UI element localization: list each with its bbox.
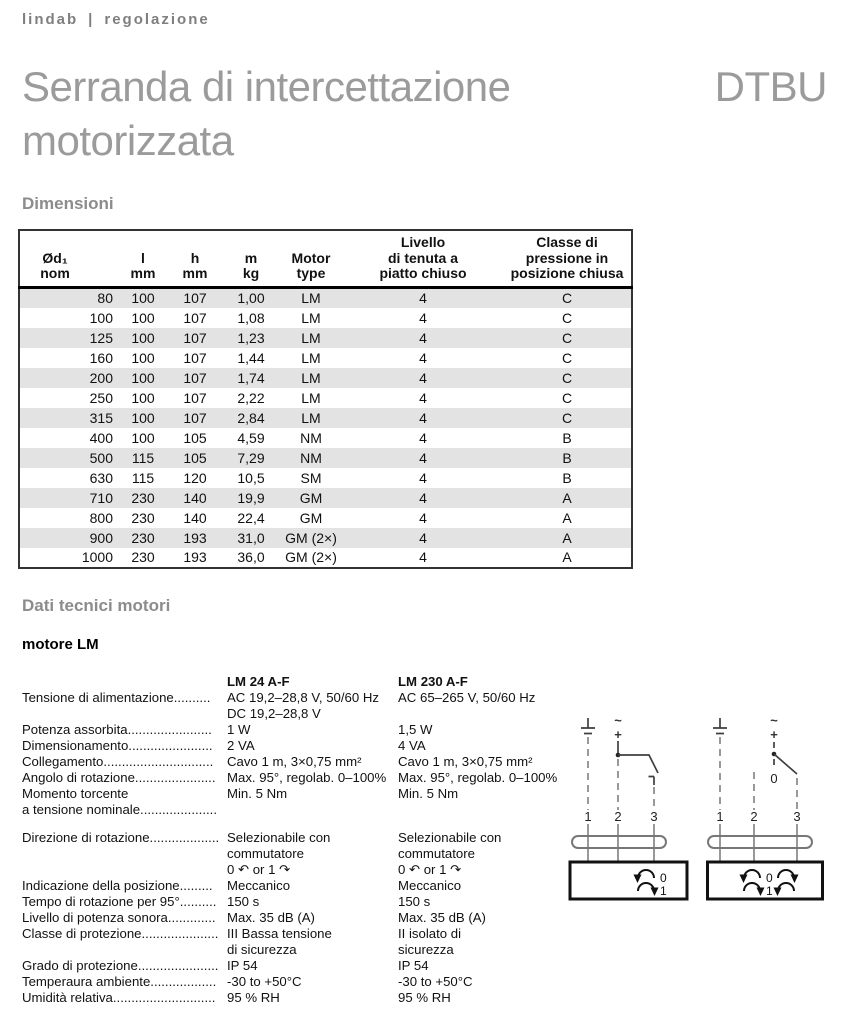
spec-label: Direzione di rotazione................... <box>22 830 220 845</box>
rotation-0-label: 0 <box>660 871 667 885</box>
table-cell: 4 <box>419 409 427 426</box>
switch-blade <box>618 755 658 773</box>
spec-value: Min. 5 Nm <box>227 786 288 801</box>
wiring-diagram-lm24 <box>568 712 690 908</box>
table-cell: 107 <box>183 369 207 386</box>
spec-label: Dimensionamento....................... <box>22 738 213 753</box>
spec-value: Min. 5 Nm <box>398 786 459 801</box>
table-cell: 7,29 <box>237 449 265 466</box>
table-cell: 230 <box>131 509 155 526</box>
ac-symbol: ~ <box>614 713 622 728</box>
table-cell: B <box>562 449 572 466</box>
table-cell: 100 <box>131 349 155 366</box>
terminal-2-label: 2 <box>750 809 758 824</box>
table-cell: 1,00 <box>237 290 265 307</box>
spec-row <box>22 894 570 910</box>
terminal-3-label: 3 <box>793 809 801 824</box>
table-cell: 2,84 <box>237 409 265 426</box>
title-line-1: Serranda di intercettazione <box>22 63 511 110</box>
table-cell: LM <box>301 349 321 366</box>
table-cell: 105 <box>183 449 207 466</box>
dimensions-table-body <box>19 288 632 568</box>
spec-value: AC 65–265 V, 50/60 Hz <box>398 690 536 705</box>
spec-value: 2 VA <box>227 738 255 753</box>
column-header: h mm <box>167 230 223 288</box>
table-cell: C <box>561 389 573 406</box>
table-cell: LM <box>301 369 321 386</box>
spec-value: 150 s <box>227 894 260 909</box>
table-cell: A <box>562 549 572 566</box>
spec-value: Max. 35 dB (A) <box>227 910 315 925</box>
table-row <box>19 308 632 328</box>
table-cell: GM <box>299 489 323 506</box>
table-cell: 400 <box>89 429 113 446</box>
table-cell: 100 <box>131 290 155 307</box>
table-cell: 105 <box>183 429 207 446</box>
spec-label: Potenza assorbita....................... <box>22 722 212 737</box>
spec-row <box>22 958 570 974</box>
wiring-diagrams <box>568 712 824 908</box>
table-cell: 230 <box>131 529 155 546</box>
spec-label: Collegamento.............................. <box>22 754 214 769</box>
spec-value: Cavo 1 m, 3×0,75 mm² <box>398 754 533 769</box>
spec-row <box>22 878 570 894</box>
table-cell: GM (2×) <box>285 549 337 566</box>
table-cell: 4 <box>419 449 427 466</box>
table-cell: B <box>562 469 572 486</box>
table-cell: C <box>561 309 573 326</box>
spec-label: Tensione di alimentazione.......... <box>22 690 211 705</box>
table-cell: 900 <box>89 529 113 546</box>
table-cell: 1000 <box>81 549 113 566</box>
actuator-box <box>708 862 823 899</box>
table-cell: 4 <box>419 469 427 486</box>
spec-label <box>22 674 227 690</box>
table-row <box>19 508 632 528</box>
plus-symbol: + <box>614 727 622 742</box>
table-cell: 31,0 <box>237 529 265 546</box>
table-cell: 4 <box>419 509 427 526</box>
brand-name: lindab <box>22 11 79 28</box>
table-cell: 107 <box>183 309 207 326</box>
table-cell: 4 <box>419 309 427 326</box>
table-row <box>19 428 632 448</box>
spec-value: 1 W <box>227 722 251 737</box>
table-cell: LM <box>301 329 321 346</box>
table-cell: C <box>561 409 573 426</box>
motor-data-heading: Dati tecnici motori <box>22 596 171 615</box>
table-cell: SM <box>300 469 322 486</box>
table-cell: 19,9 <box>237 489 265 506</box>
table-cell: 100 <box>131 369 155 386</box>
dimensions-table <box>18 229 633 569</box>
rotation-0-label: 0 <box>766 871 773 885</box>
spec-value: 95 % RH <box>398 990 451 1005</box>
terminal-1-label: 1 <box>716 809 724 824</box>
table-cell: A <box>562 489 572 506</box>
table-cell: B <box>562 429 572 446</box>
spec-value: AC 19,2–28,8 V, 50/60 Hz DC 19,2–28,8 V <box>227 690 380 721</box>
spec-label: Livello di potenza sonora............. <box>22 910 216 925</box>
title-bar <box>22 60 827 168</box>
product-code: DTBU <box>714 63 827 110</box>
table-cell: 115 <box>131 469 155 486</box>
actuator-box <box>570 862 687 899</box>
table-row <box>19 488 632 508</box>
table-cell: 100 <box>131 409 155 426</box>
spec-label: Temperaura ambiente.................. <box>22 974 217 989</box>
table-cell: 100 <box>131 329 155 346</box>
column-header: Livello di tenuta a piatto chiuso <box>343 230 503 288</box>
table-cell: GM (2×) <box>285 529 337 546</box>
spec-value: Cavo 1 m, 3×0,75 mm² <box>227 754 362 769</box>
table-cell: 4 <box>419 369 427 386</box>
spec-value: Max. 95°, regolab. 0–100% <box>227 770 387 785</box>
table-cell: 1,08 <box>237 309 265 326</box>
table-cell: 4 <box>419 329 427 346</box>
motor-lm-subheading: motore LM <box>22 636 99 653</box>
table-row <box>19 368 632 388</box>
table-cell: 193 <box>183 529 207 546</box>
column-header: l mm <box>119 230 167 288</box>
spec-label: Indicazione della posizione......... <box>22 878 213 893</box>
table-cell: C <box>561 329 573 346</box>
ground-icon <box>713 718 727 734</box>
table-cell: 500 <box>89 449 113 466</box>
table-cell: 630 <box>89 469 113 486</box>
spec-value: 4 VA <box>398 738 426 753</box>
table-cell: 230 <box>131 489 155 506</box>
table-row <box>19 288 632 308</box>
spec-row <box>22 738 570 754</box>
spec-value: Max. 35 dB (A) <box>398 910 486 925</box>
spec-label: Momento torcente a tensione nominale..................... <box>22 786 217 817</box>
title-line-2: motorizzata <box>22 117 234 164</box>
table-cell: 4 <box>419 529 427 546</box>
spec-value: 1,5 W <box>398 722 433 737</box>
dimensions-heading: Dimensioni <box>22 194 114 213</box>
table-row <box>19 388 632 408</box>
table-cell: C <box>561 369 573 386</box>
table-cell: 100 <box>89 309 113 326</box>
spec-row <box>22 974 570 990</box>
page-title <box>22 60 510 168</box>
table-cell: 120 <box>183 469 207 486</box>
table-row <box>19 348 632 368</box>
spec-value: Selezionabile con commutatore 0 ↶ or 1 ↷ <box>398 830 502 877</box>
table-cell: 1,23 <box>237 329 265 346</box>
motor-spec-list <box>22 674 570 1006</box>
spec-row <box>22 910 570 926</box>
spec-label: Angolo di rotazione...................... <box>22 770 216 785</box>
table-cell: 315 <box>89 409 113 426</box>
table-cell: 140 <box>183 509 207 526</box>
brand-divider: | <box>88 11 95 28</box>
table-cell: GM <box>299 509 323 526</box>
table-cell: 1,44 <box>237 349 265 366</box>
terminal-2-label: 2 <box>614 809 622 824</box>
table-cell: 800 <box>89 509 113 526</box>
table-cell: 4 <box>419 349 427 366</box>
table-cell: A <box>562 509 572 526</box>
table-cell: NM <box>300 449 322 466</box>
table-cell: 107 <box>183 349 207 366</box>
spec-label: Umidità relativa............................ <box>22 990 216 1005</box>
spec-row <box>22 786 570 818</box>
brand-header <box>22 11 210 28</box>
table-row <box>19 548 632 568</box>
table-cell: 2,22 <box>237 389 265 406</box>
table-cell: 80 <box>97 290 113 307</box>
table-cell: 125 <box>89 329 113 346</box>
spec-value: IP 54 <box>227 958 258 973</box>
table-cell: LM <box>301 309 321 326</box>
spec-row <box>22 690 570 722</box>
table-cell: 10,5 <box>237 469 265 486</box>
ground-icon <box>581 718 595 734</box>
spec-value: Selezionabile con commutatore 0 ↶ or 1 ↷ <box>227 830 331 877</box>
spec-value: Max. 95°, regolab. 0–100% <box>398 770 558 785</box>
plus-symbol: + <box>770 727 778 742</box>
table-cell: 22,4 <box>237 509 265 526</box>
table-cell: 160 <box>89 349 113 366</box>
brand-section-label: regolazione <box>104 11 210 28</box>
cable-sleeve <box>572 836 666 848</box>
spec-value: -30 to +50°C <box>227 974 302 989</box>
spec-value: Meccanico <box>398 878 462 893</box>
table-cell: 4 <box>419 489 427 506</box>
table-cell: C <box>561 290 573 307</box>
spec-row <box>22 754 570 770</box>
table-cell: LM <box>301 290 321 307</box>
spec-value: II isolato di sicurezza <box>398 926 462 957</box>
rotation-1-label: 1 <box>660 884 667 898</box>
table-row <box>19 448 632 468</box>
terminal-1-label: 1 <box>584 809 592 824</box>
table-cell: 710 <box>89 489 113 506</box>
table-cell: 4,59 <box>237 429 265 446</box>
spec-label: Grado di protezione...................... <box>22 958 219 973</box>
dimensions-table-header <box>19 230 632 288</box>
column-header: Ød₁ nom <box>19 230 119 288</box>
rotation-1-label: 1 <box>766 884 773 898</box>
table-cell: 107 <box>183 290 207 307</box>
table-cell: 4 <box>419 429 427 446</box>
spec-label: Tempo di rotazione per 95°.......... <box>22 894 217 909</box>
column-header: Classe di pressione in posizione chiusa <box>503 230 632 288</box>
table-cell: 100 <box>131 429 155 446</box>
spec-value: -30 to +50°C <box>398 974 473 989</box>
ac-symbol: ~ <box>770 713 778 728</box>
spec-label: Classe di protezione..................... <box>22 926 219 941</box>
table-cell: LM <box>301 389 321 406</box>
spec-value: LM 24 A-F <box>227 674 290 689</box>
table-cell: 1,74 <box>237 369 265 386</box>
table-cell: LM <box>301 409 321 426</box>
table-cell: 100 <box>131 309 155 326</box>
spec-row <box>22 674 570 690</box>
spec-row <box>22 770 570 786</box>
table-cell: 100 <box>131 389 155 406</box>
switch-contact <box>649 777 655 786</box>
column-header: m kg <box>223 230 279 288</box>
spec-row <box>22 830 570 878</box>
table-cell: 140 <box>183 489 207 506</box>
table-row <box>19 328 632 348</box>
terminal-3-label: 3 <box>650 809 658 824</box>
spec-value: Meccanico <box>227 878 291 893</box>
table-cell: 230 <box>131 549 155 566</box>
switch-position-0-label: 0 <box>770 771 778 786</box>
table-cell: 107 <box>183 329 207 346</box>
table-cell: A <box>562 529 572 546</box>
spec-value: 150 s <box>398 894 431 909</box>
wiring-diagram-lm230 <box>706 712 824 908</box>
table-cell: 107 <box>183 389 207 406</box>
table-cell: 250 <box>89 389 113 406</box>
table-row <box>19 408 632 428</box>
table-cell: 4 <box>419 389 427 406</box>
table-row <box>19 528 632 548</box>
table-cell: 36,0 <box>237 549 265 566</box>
table-cell: 4 <box>419 290 427 307</box>
spec-row <box>22 722 570 738</box>
table-cell: C <box>561 349 573 366</box>
table-cell: 193 <box>183 549 207 566</box>
table-cell: NM <box>300 429 322 446</box>
spec-value: III Bassa tensione di sicurezza <box>227 926 332 957</box>
spec-value: LM 230 A-F <box>398 674 468 689</box>
table-cell: 4 <box>419 549 427 566</box>
spec-value: 95 % RH <box>227 990 280 1005</box>
table-cell: 107 <box>183 409 207 426</box>
spec-row <box>22 926 570 958</box>
table-row <box>19 468 632 488</box>
table-cell: 200 <box>89 369 113 386</box>
spec-value: IP 54 <box>398 958 429 973</box>
table-cell: 115 <box>131 449 155 466</box>
spec-row <box>22 990 570 1006</box>
column-header: Motor type <box>279 230 343 288</box>
